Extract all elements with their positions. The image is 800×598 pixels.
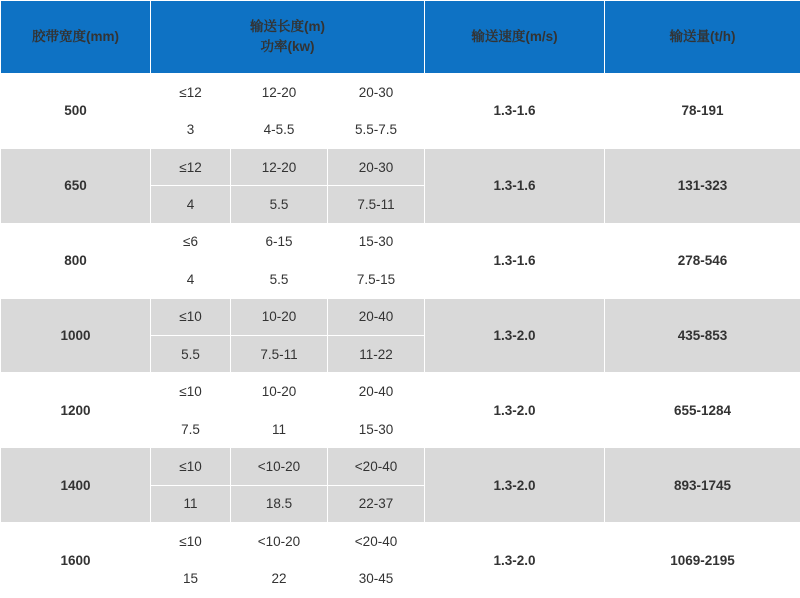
cell-length-3: 20-30	[328, 74, 425, 111]
cell-speed: 1.3-2.0	[425, 298, 605, 373]
cell-length-2: 6-15	[231, 223, 328, 260]
cell-power-3: 22-37	[328, 485, 425, 522]
table-row	[1, 523, 800, 560]
cell-length-1: ≤10	[151, 523, 231, 560]
cell-belt-width: 1600	[1, 523, 151, 598]
cell-length-3: 20-40	[328, 298, 425, 335]
cell-belt-width: 1000	[1, 298, 151, 373]
cell-volume: 435-853	[605, 298, 800, 373]
cell-length-1: ≤10	[151, 298, 231, 335]
cell-power-2: 5.5	[231, 261, 328, 298]
cell-power-3: 30-45	[328, 560, 425, 598]
cell-length-2: 10-20	[231, 298, 328, 335]
cell-power-2: 11	[231, 410, 328, 447]
cell-power-3: 7.5-15	[328, 261, 425, 298]
cell-power-2: 5.5	[231, 186, 328, 223]
cell-power-1: 11	[151, 485, 231, 522]
cell-belt-width: 800	[1, 223, 151, 298]
cell-power-3: 15-30	[328, 410, 425, 447]
cell-speed: 1.3-2.0	[425, 448, 605, 523]
cell-power-2: 22	[231, 560, 328, 598]
cell-speed: 1.3-1.6	[425, 223, 605, 298]
cell-speed: 1.3-2.0	[425, 373, 605, 448]
cell-length-3: <20-40	[328, 448, 425, 485]
table-row	[1, 298, 800, 335]
cell-speed: 1.3-2.0	[425, 523, 605, 598]
cell-power-1: 15	[151, 560, 231, 598]
cell-length-3: 15-30	[328, 223, 425, 260]
cell-length-1: ≤10	[151, 448, 231, 485]
cell-length-3: 20-30	[328, 148, 425, 185]
cell-power-2: 4-5.5	[231, 111, 328, 148]
cell-belt-width: 500	[1, 74, 151, 149]
cell-length-2: <10-20	[231, 523, 328, 560]
cell-power-2: 7.5-11	[231, 335, 328, 372]
table-row	[1, 448, 800, 485]
cell-power-3: 7.5-11	[328, 186, 425, 223]
cell-length-2: <10-20	[231, 448, 328, 485]
table-header	[1, 1, 800, 74]
cell-power-1: 4	[151, 186, 231, 223]
table-body	[1, 74, 800, 598]
table-row	[1, 373, 800, 410]
cell-belt-width: 1400	[1, 448, 151, 523]
table-row	[1, 148, 800, 185]
cell-power-1: 4	[151, 261, 231, 298]
cell-belt-width: 1200	[1, 373, 151, 448]
cell-volume: 655-1284	[605, 373, 800, 448]
cell-belt-width: 650	[1, 148, 151, 223]
header-speed: 输送速度(m/s)	[425, 1, 605, 74]
cell-power-1: 7.5	[151, 410, 231, 447]
header-length-label: 输送长度(m)	[250, 19, 325, 35]
cell-volume: 893-1745	[605, 448, 800, 523]
header-volume: 输送量(t/h)	[605, 1, 800, 74]
cell-length-3: <20-40	[328, 523, 425, 560]
cell-length-2: 12-20	[231, 148, 328, 185]
header-belt-width: 胶带宽度(mm)	[1, 1, 151, 74]
header-power-label: 功率(kw)	[260, 39, 315, 54]
cell-power-3: 5.5-7.5	[328, 111, 425, 148]
cell-volume: 131-323	[605, 148, 800, 223]
cell-length-1: ≤12	[151, 148, 231, 185]
cell-speed: 1.3-1.6	[425, 74, 605, 149]
table-row	[1, 223, 800, 260]
cell-volume: 278-546	[605, 223, 800, 298]
table-row	[1, 74, 800, 111]
cell-length-1: ≤6	[151, 223, 231, 260]
cell-power-2: 18.5	[231, 485, 328, 522]
header-row	[1, 1, 800, 74]
cell-power-1: 5.5	[151, 335, 231, 372]
cell-volume: 78-191	[605, 74, 800, 149]
cell-length-1: ≤12	[151, 74, 231, 111]
cell-length-2: 12-20	[231, 74, 328, 111]
cell-volume: 1069-2195	[605, 523, 800, 598]
cell-speed: 1.3-1.6	[425, 148, 605, 223]
cell-power-3: 11-22	[328, 335, 425, 372]
cell-power-1: 3	[151, 111, 231, 148]
cell-length-2: 10-20	[231, 373, 328, 410]
cell-length-1: ≤10	[151, 373, 231, 410]
header-length-power	[151, 1, 425, 74]
cell-length-3: 20-40	[328, 373, 425, 410]
